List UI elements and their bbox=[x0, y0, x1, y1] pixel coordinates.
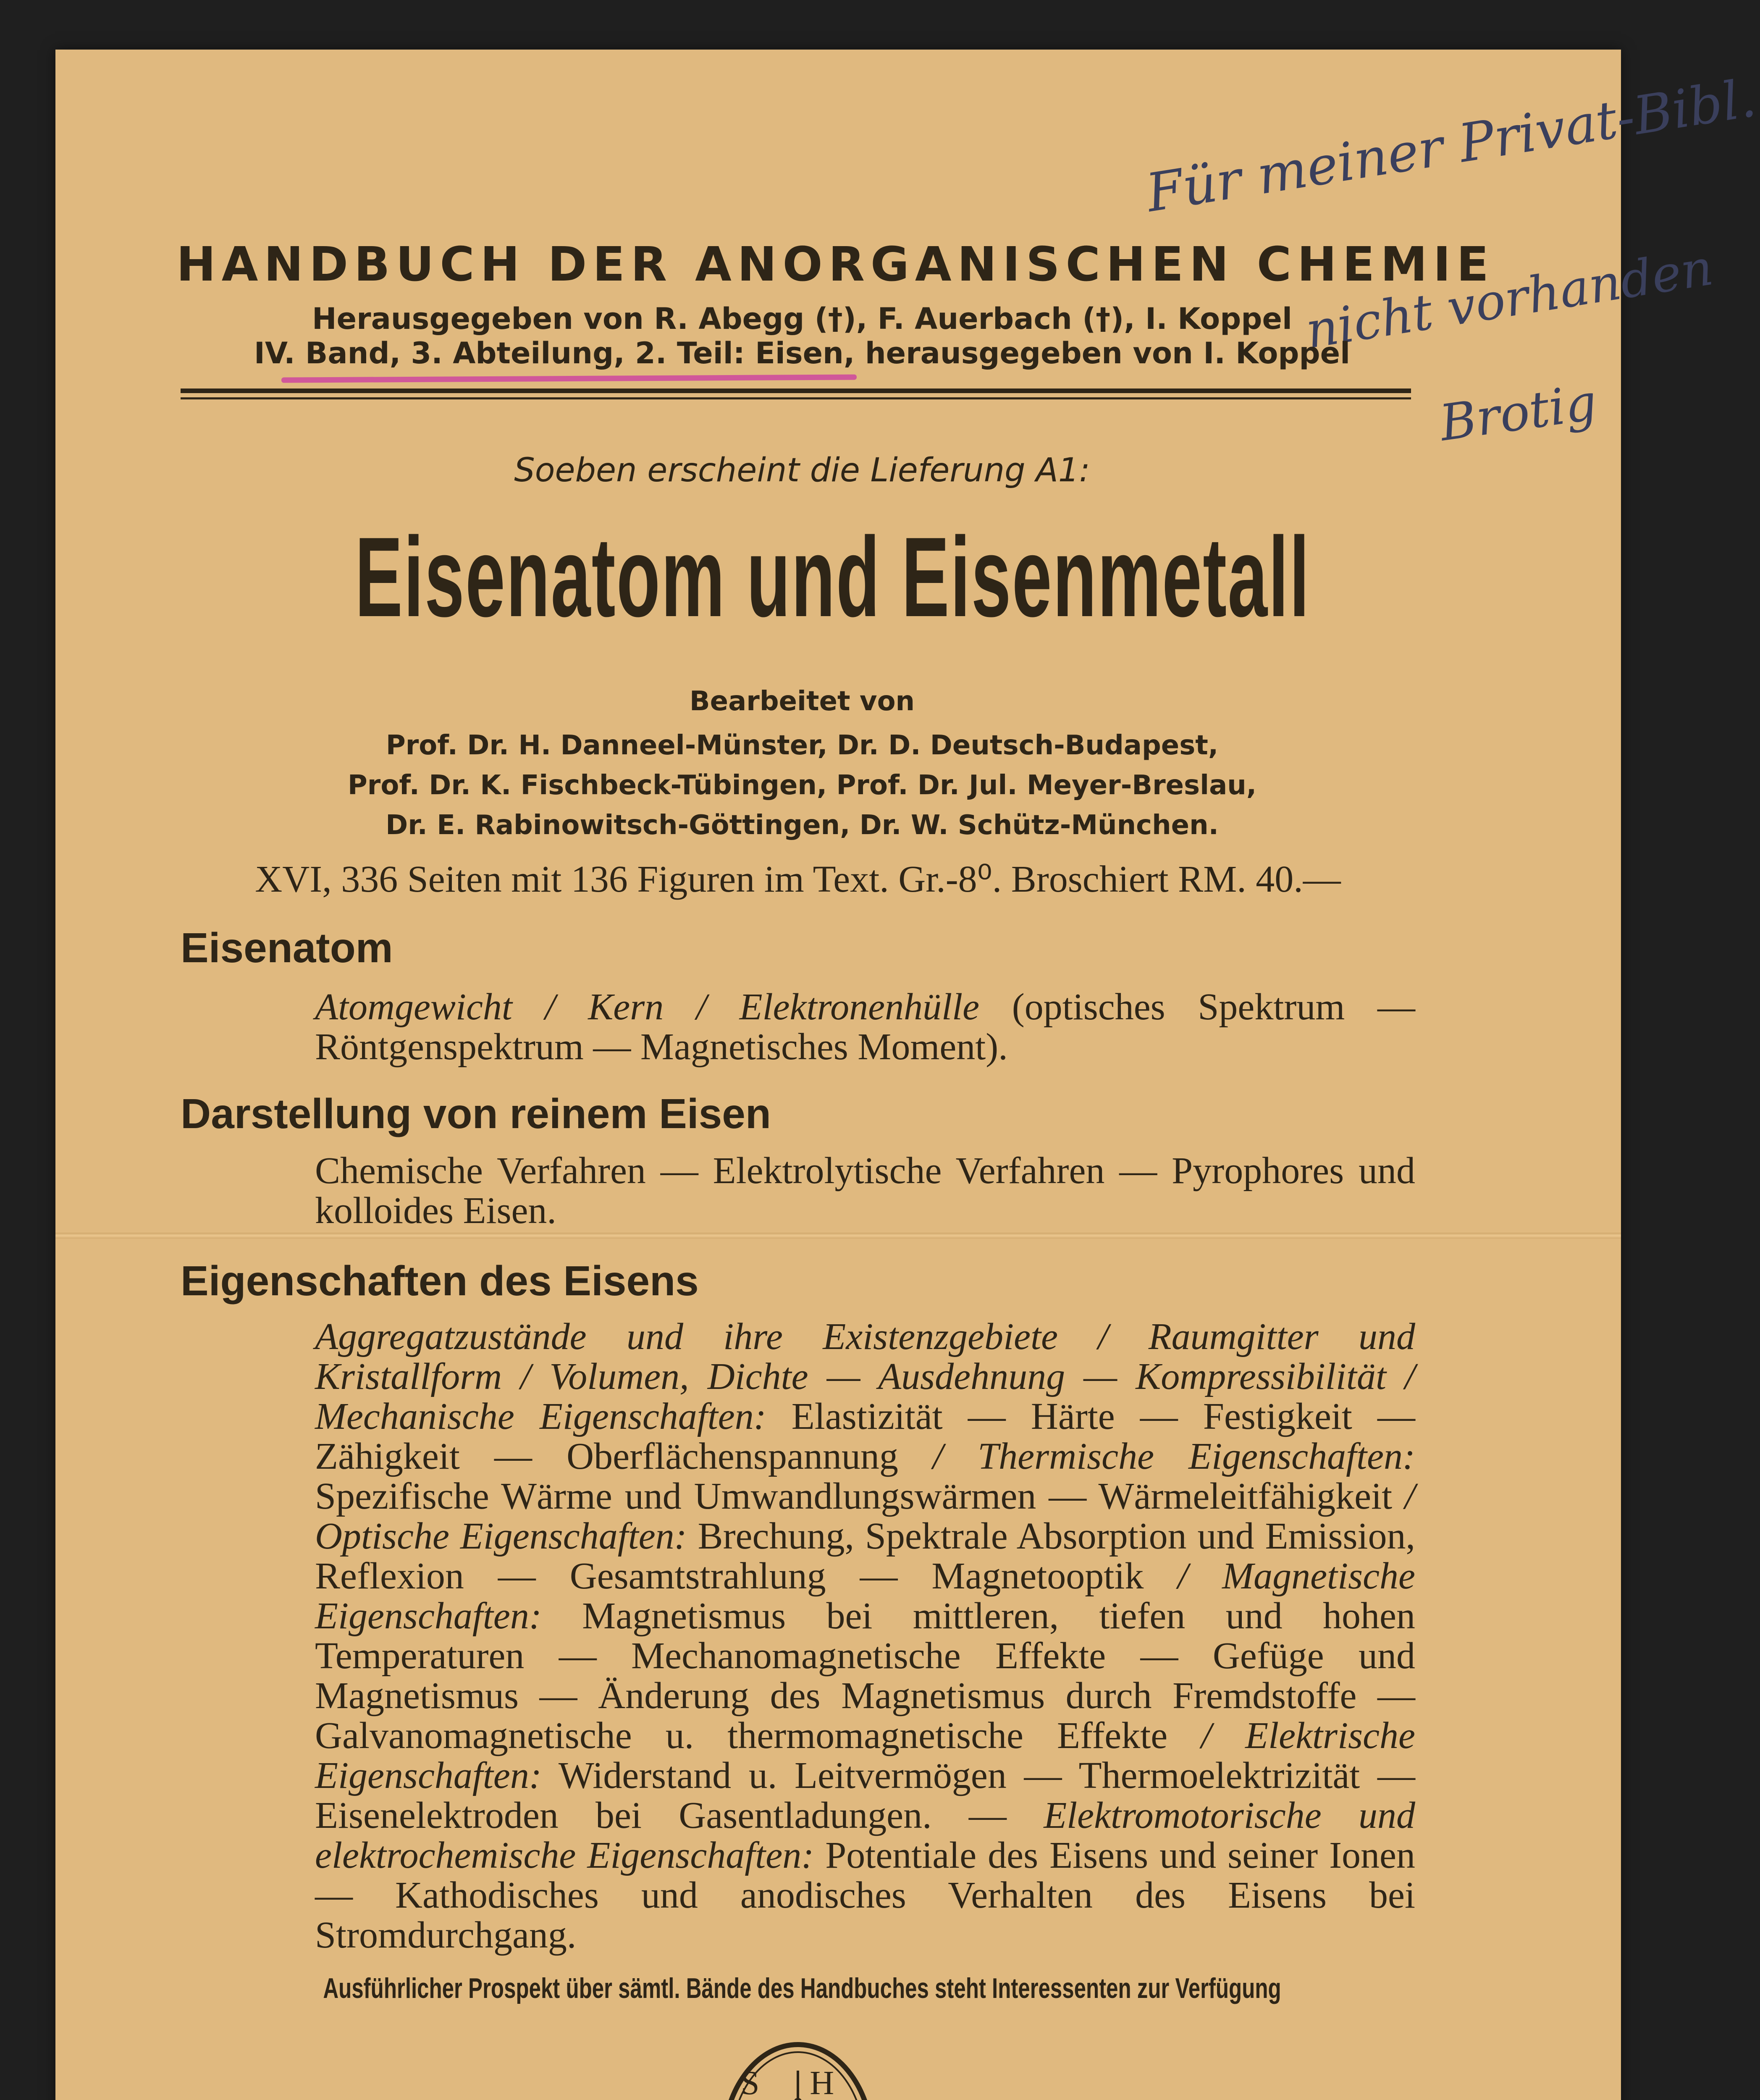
publisher-logo bbox=[720, 2041, 876, 2100]
book-specs: XVI, 336 Seiten mit 136 Figuren im Text. Gr.-8⁰. Broschiert RM. 40.— bbox=[255, 858, 1341, 900]
paper-fold bbox=[55, 1233, 1621, 1239]
author-line-1: Prof. Dr. H. Danneel-Münster, Dr. D. Deutsch-Budapest, bbox=[386, 730, 1219, 761]
editors-line: Herausgegeben von R. Abegg (†), F. Auerbach (†), I. Koppel bbox=[312, 302, 1292, 336]
section-text-part: Aggregatzustände und ihre Existenzgebiete / Raumgitter und Kristallform / Volumen, Dichte — Ausdehnung — Kompressibilität / Mechanische Eigenschaften: bbox=[315, 1316, 1415, 1437]
section-text-part: / Magnetische Eigenschaften: bbox=[315, 1555, 1415, 1637]
section-heading-darstellung: Darstellung von reinem Eisen bbox=[181, 1090, 771, 1137]
section-text-darstellung bbox=[315, 1151, 1415, 1231]
handwritten-note-line2: nicht vorhanden bbox=[1302, 238, 1717, 360]
logo-letters: S H bbox=[740, 2065, 855, 2100]
section-text-part: Brechung, Spektrale Absorption und Emission, Reflexion — Gesamtstrahlung — Magnetooptik bbox=[315, 1515, 1416, 1597]
section-text-part: (optisches Spektrum — Röntgenspektrum — Magnetisches Moment). bbox=[315, 986, 1415, 1068]
section-heading-eigenschaften: Eigenschaften des Eisens bbox=[181, 1257, 699, 1305]
section-text-eigenschaften bbox=[315, 1317, 1415, 1955]
section-heading-eisenatom: Eisenatom bbox=[181, 924, 393, 971]
section-text-part: Potentiale des Eisens und seiner Ionen — Kathodisches und anodisches Verhalten des Eisens bei Stromdurchgang. bbox=[315, 1835, 1416, 1956]
announcement-intro: Soeben erscheint die Lieferung A1: bbox=[514, 452, 1090, 489]
title-wrapper bbox=[92, 512, 1512, 651]
handwritten-note-line1: Für meiner Privat-Bibl. bbox=[1142, 67, 1760, 224]
prospect-line: Ausführlicher Prospekt über sämtl. Bände des Handbuches steht Interessenten zur Verfügung bbox=[323, 1972, 1281, 2004]
section-text-part: Chemische Verfahren — Elektrolytische Verfahren — Pyrophores und kolloides Eisen. bbox=[315, 1150, 1415, 1231]
section-text-part: / Optische Eigenschaften: bbox=[315, 1475, 1415, 1557]
section-text-part: Spezifische Wärme und Umwandlungswärmen — Wärmeleitfähigkeit bbox=[315, 1475, 1405, 1517]
handwritten-note-line3: Brotig bbox=[1436, 373, 1600, 452]
section-text-part: / Thermische Eigenschaften: bbox=[932, 1436, 1415, 1477]
section-text-part: Widerstand u. Leitvermögen — Thermoelektrizität — Eisenelektroden bei Gasentladungen. — bbox=[315, 1755, 1415, 1836]
section-text-part: Magnetismus bei mittleren, tiefen und hohen Temperaturen — Mechanomagnetische Effekte — Gefüge und Magnetismus — Änderung des Magnetismus durch Fremdstoffe — Galvanomagnetische u. thermomagnetische Effekte bbox=[315, 1595, 1415, 1756]
main-title: Eisenatom und Eisenmetall bbox=[355, 514, 1311, 640]
header-rule-thick bbox=[181, 388, 1411, 393]
section-text-eisenatom bbox=[315, 987, 1415, 1067]
author-line-2: Prof. Dr. K. Fischbeck-Tübingen, Prof. Dr. Jul. Meyer-Breslau, bbox=[347, 770, 1257, 801]
header-rule-thin bbox=[181, 397, 1411, 399]
volume-line: IV. Band, 3. Abteilung, 2. Teil: Eisen, herausgegeben von I. Koppel bbox=[254, 336, 1351, 370]
section-text-part: / Elektrische Eigenschaften: bbox=[315, 1715, 1415, 1796]
edited-by-label: Bearbeitet von bbox=[689, 686, 915, 717]
section-text-part: Atomgewicht / Kern / Elektronenhülle bbox=[315, 986, 980, 1028]
prospect-wrapper bbox=[92, 1972, 1512, 2005]
section-text-part: Elektromotorische und elektrochemische Eigenschaften: bbox=[315, 1795, 1415, 1876]
author-line-3: Dr. E. Rabinowitsch-Göttingen, Dr. W. Schütz-München. bbox=[386, 810, 1219, 841]
series-title: HANDBUCH DER ANORGANISCHEN CHEMIE bbox=[176, 237, 1495, 292]
section-text-part: Elastizität — Härte — Festigkeit — Zähigkeit — Oberflächenspannung bbox=[315, 1396, 1415, 1477]
